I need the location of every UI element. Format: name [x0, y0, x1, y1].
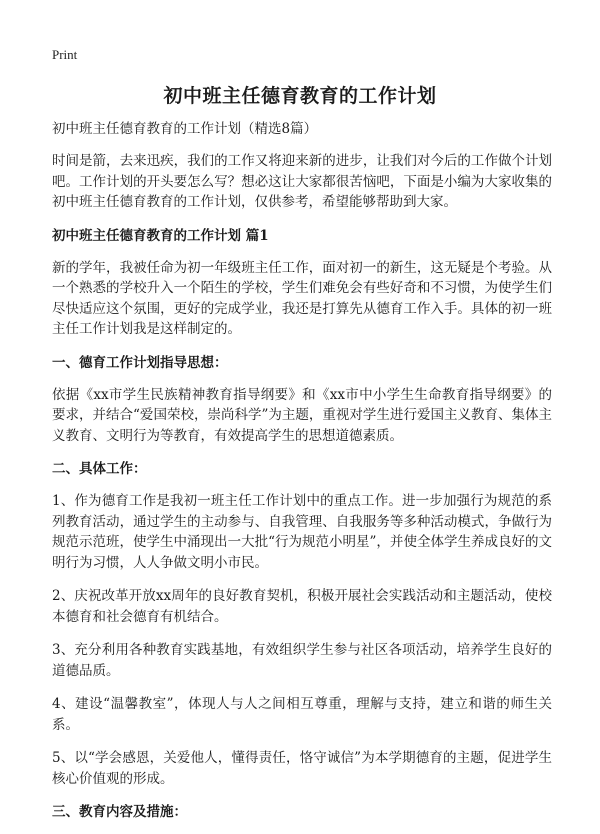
section-1-title: 一、德育工作计划指导思想：: [52, 354, 228, 371]
section-1-body: 依据《xx市学生民族精神教育指导纲要》和《xx市中小学生生命教育指导纲要》的要求，并结合“爱国荣校，崇尚科学”为主题，重视对学生进行爱国主义教育、集体主义教育、文明行为等教育，有效提高学生的思想道德素质。: [52, 386, 552, 444]
subtitle: 初中班主任德育教育的工作计划（精选8篇）: [52, 121, 318, 137]
intro-paragraph: 时间是箭，去来迅疾，我们的工作又将迎来新的进步，让我们对今后的工作做个计划吧。工作计划的开头要怎么写？想必这让大家都很苦恼吧，下面是小编为大家收集的初中班主任德育教育的工作计划，仅供参考，希望能够帮助到大家。: [52, 153, 552, 210]
document-body: [52, 120, 552, 834]
list-item-2: 2、庆祝改革开放xx周年的良好教育契机，积极开展社会实践活动和主题活动，使校本德育和社会德育有机结合。: [52, 588, 552, 625]
list-item-1: 1、作为德育工作是我初一班主任工作计划中的重点工作。进一步加强行为规范的系列教育活动，通过学生的主动参与、自我管理、自我服务等多种活动模式，争做行为规范示范班，使学生中涌现出一大批“行为规范小明星”，并使全体学生养成良好的文明行为习惯，人人争做文明小市民。: [52, 493, 552, 571]
section-2-title: 二、具体工作：: [52, 461, 147, 477]
list-item-3: 3、充分利用各种教育实践基地，有效组织学生参与社区各项活动，培养学生良好的道德品质。: [52, 642, 552, 679]
list-item-4: 4、建设“温馨教室”，体现人与人之间相互尊重，理解与支持，建立和谐的师生关系。: [52, 696, 552, 733]
article-title: 初中班主任德育教育的工作计划 篇1: [52, 227, 269, 244]
page-title: 初中班主任德育教育的工作计划: [163, 85, 437, 107]
article-intro-paragraph: 新的学年，我被任命为初一年级班主任工作，面对初一的新生，这无疑是个考验。从一个熟悉的学校升入一个陌生的学校，学生们难免会有些好奇和不习惯，为使学生们尽快适应这个氛围，更好的完成学业，我还是打算先从德育工作入手。具体的初一班主任工作计划我是这样制定的。: [52, 259, 552, 337]
list-item-5: 5、以“学会感恩，关爱他人，懂得责任，恪守诚信”为本学期德育的主题，促进学生核心价值观的形成。: [52, 750, 552, 787]
section-3-title: 三、教育内容及措施：: [52, 804, 187, 820]
print-label[interactable]: Print: [52, 47, 78, 62]
